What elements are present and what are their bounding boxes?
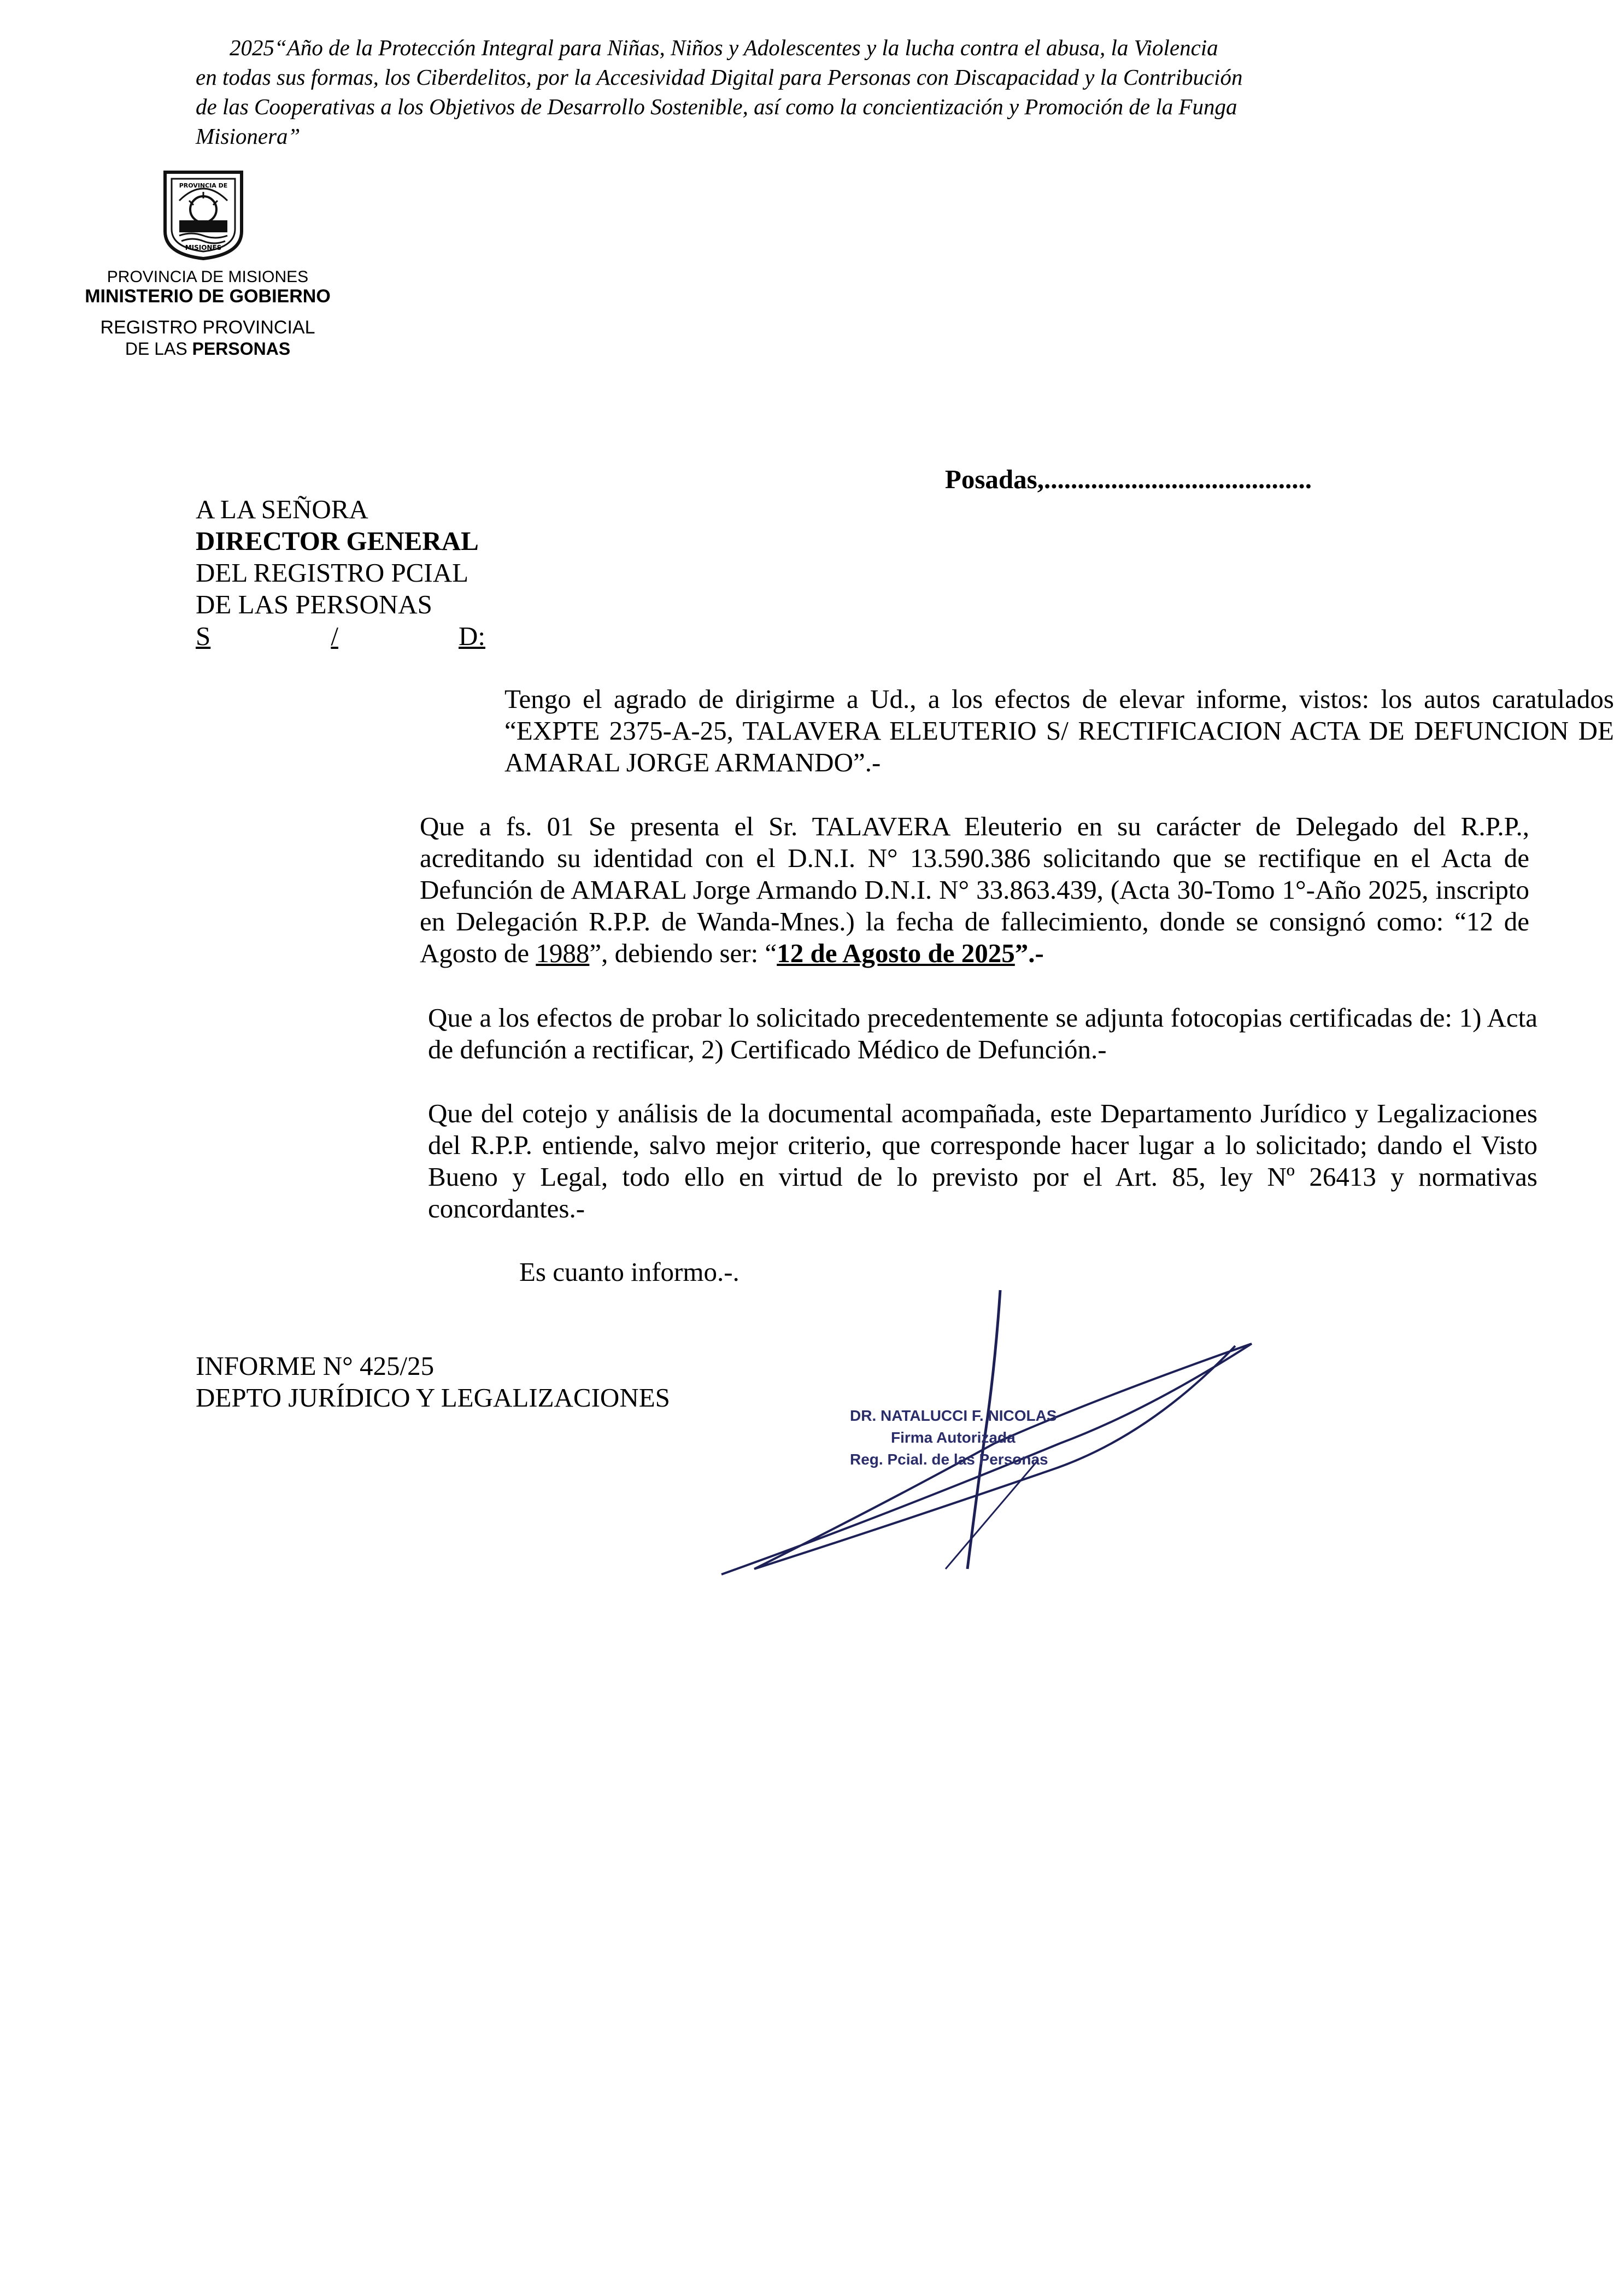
org-registry: REGISTRO PROVINCIAL bbox=[100, 317, 315, 338]
header-motto bbox=[196, 33, 1289, 151]
paragraph-3: Que a los efectos de probar lo solicitado precedentemente se adjunta fotocopias certificadas de: 1) Acta de defunción a rectificar, 2) Certificado Médico de Defunción.- bbox=[428, 1003, 1537, 1064]
report-number: INFORME N° 425/25 bbox=[196, 1351, 435, 1381]
place-date: Posadas,........................................ bbox=[944, 464, 1312, 494]
paragraph-2-mid: ”, debiendo ser: “ bbox=[589, 938, 777, 968]
org-province: PROVINCIA DE MISIONES bbox=[107, 268, 309, 286]
org-ministry: MINISTERIO DE GOBIERNO bbox=[85, 286, 331, 307]
org-registry-personas: PERSONAS bbox=[192, 339, 291, 359]
org-registry-de-las: DE LAS bbox=[125, 339, 192, 359]
report-department: DEPTO JURÍDICO Y LEGALIZACIONES bbox=[196, 1383, 670, 1413]
paragraph-4: Que del cotejo y análisis de la documental acompañada, este Departamento Jurídico y Legalizaciones del R.P.P. entiende, salvo mejor criterio, que corresponde hacer lugar a lo solicitado; dando el Visto Bueno y Legal, todo ello en virtud de lo previsto por el Art. 85, ley Nº 26413 y normativas concordantes.- bbox=[428, 1098, 1537, 1223]
closing-line: Es cuanto informo.-. bbox=[519, 1257, 739, 1287]
motto-line-3: de las Cooperativas a los Objetivos de Desarrollo Sostenible, así como la concientización y Promoción de la Funga bbox=[196, 94, 1237, 119]
wrong-year: 1988 bbox=[536, 938, 590, 968]
province-seal-logo bbox=[157, 167, 249, 261]
sd-slash: / bbox=[331, 621, 338, 651]
paragraph-2-end: ”.- bbox=[1014, 938, 1044, 968]
sd-d: D: bbox=[458, 621, 485, 651]
motto-line-1: 2025“Año de la Protección Integral para Niñas, Niños y Adolescentes y la lucha contra el abusa, la Violencia bbox=[230, 35, 1218, 60]
org-registry-line2 bbox=[77, 339, 339, 359]
sd-s: S bbox=[196, 621, 211, 651]
report-block bbox=[196, 1350, 670, 1414]
motto-line-4: Misionera” bbox=[196, 124, 301, 149]
addressee-line-3: DEL REGISTRO PCIAL bbox=[196, 558, 469, 588]
sd-line bbox=[196, 620, 485, 652]
addressee-line-1: A LA SEÑORA bbox=[196, 494, 368, 524]
motto-line-2: en todas sus formas, los Ciberdelitos, por la Accesividad Digital para Personas con Discapacidad y la Contribución bbox=[196, 65, 1243, 90]
addressee-line-2: DIRECTOR GENERAL bbox=[196, 526, 479, 556]
addressee-block bbox=[196, 494, 485, 652]
seal-text-top: PROVINCIA DE bbox=[179, 182, 228, 189]
seal-text-bottom: MISIONES bbox=[185, 244, 222, 251]
paragraph-2 bbox=[196, 811, 1529, 969]
paragraph-2-text: Que a fs. 01 Se presenta el Sr. TALAVERA Eleuterio en su carácter de Delegado del R.P.P., acreditando su identidad con el D.N.I. N° 13.590.386 solicitando que se rectifique en el Acta de Defunción de AMARAL Jorge Armando D.N.I. N° 33.863.439, (Acta 30-Tomo 1°-Año 2025, inscripto en Delegación R.P.P. de Wanda-Mnes.) la fecha de fallecimiento, donde se consignó como: “12 de Agosto de bbox=[420, 811, 1529, 968]
stamp-office: Reg. Pcial. de las Personas bbox=[850, 1451, 1048, 1468]
addressee-line-4: DE LAS PERSONAS bbox=[196, 589, 432, 619]
correct-date: 12 de Agosto de 2025 bbox=[777, 938, 1015, 968]
signature-stamp bbox=[850, 1405, 1134, 1471]
stamp-name: DR. NATALUCCI F. NICOLAS bbox=[850, 1407, 1057, 1424]
paragraph-1: Tengo el agrado de dirigirme a Ud., a los efectos de elevar informe, vistos: los autos caratulados “EXPTE 2375-A-25, TALAVERA ELEUTERIO S/ RECTIFICACION ACTA DE DEFUNCION DE AMARAL JORGE ARMANDO”.- bbox=[504, 684, 1614, 777]
stamp-role: Firma Autorizada bbox=[891, 1429, 1016, 1446]
